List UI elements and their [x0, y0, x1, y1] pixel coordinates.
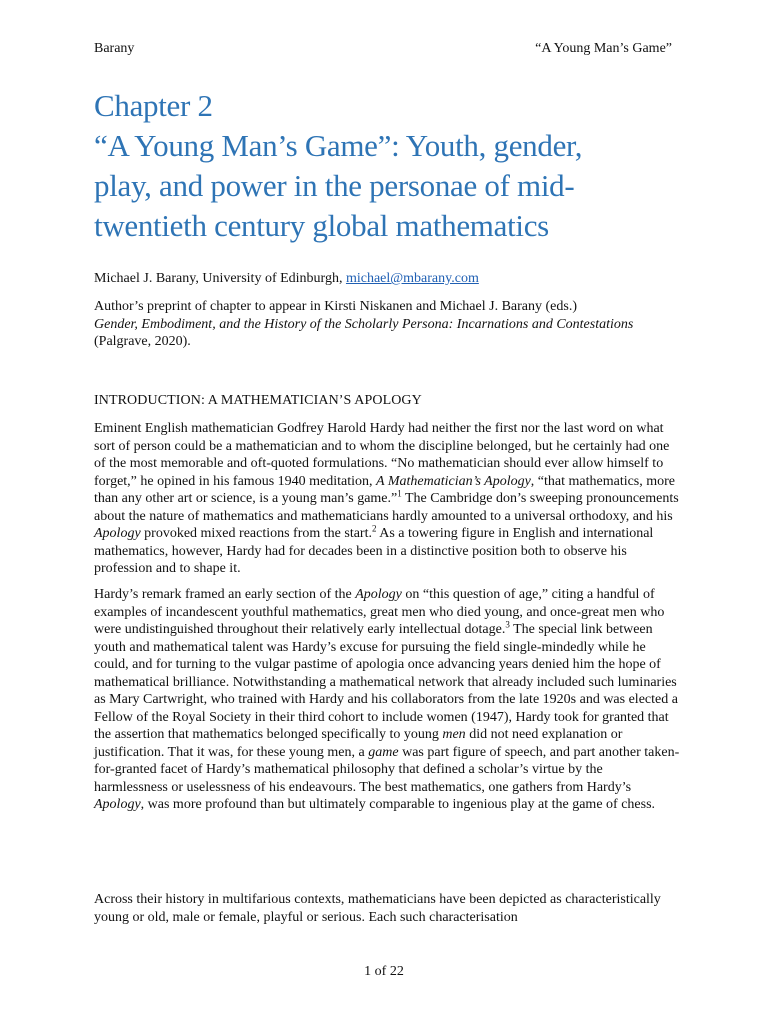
- author-email-link[interactable]: michael@mbarany.com: [345, 271, 479, 286]
- running-header: [94, 40, 672, 58]
- paragraph-3: [94, 891, 680, 926]
- para1-text: Eminent English mathematician Godfrey Harold Hardy had neither the first nor the last word on what sort of person could be a mathematician and to whom the discipline belonged, but he certainly had one of the most memorable and oft-quoted formulations. “No mathematician should ever allow himself to forget,” he opined in his famous 1940 meditation,: [94, 421, 670, 489]
- footnote-ref-1[interactable]: 1: [397, 488, 402, 499]
- para1-text: The Cambridge don’s sweeping pronouncements about the nature of mathematics and mathematicians hardly amounted to a universal orthodoxy, and his: [94, 491, 679, 524]
- chapter-title-line-2: play, and power in the personae of mid-: [94, 168, 575, 203]
- para2-text: The special link between youth and mathematical talent was Hardy’s excuse for pursuing the field single-mindedly while he could, and for turning to the vulgar pastime of apologia once advancing years denied him the hope of mathematical brilliance. Notwithstanding a mathematical network that already included such luminaries as Mary Cartwright, who trained with Hardy and his collaborators from the late 1920s and was elected a Fellow of the Royal Society in their third cohort to include women (1947), Hardy took for granted that the assertion that mathematics belonged specifically to young: [94, 622, 678, 742]
- footnote-ref-2[interactable]: 2: [371, 523, 377, 534]
- para3-text: Across their history in multifarious contexts, mathematicians have been depicted as characteristically young or old, male or female, playful or serious. Each such characterisation: [94, 892, 661, 925]
- para1-text: , “that mathematics, more than any other art or science, is a young man’s game.”: [94, 473, 676, 506]
- para2-text: , was more profound than but ultimately comparable to ingenious play at the game of chess.: [140, 797, 656, 812]
- section-heading: [94, 392, 680, 410]
- para2-text: Hardy’s remark framed an early section of the: [94, 587, 356, 602]
- chapter-title-line-1: “A Young Man’s Game”: Youth, gender,: [94, 128, 583, 163]
- para2-italic-game: game: [368, 744, 399, 760]
- preprint-intro: Author’s preprint of chapter to appear in Kirsti Niskanen and Michael J. Barany (eds.): [94, 299, 577, 314]
- book-title: Gender, Embodiment, and the History of the Scholarly Persona: Incarnations and Contestations: [94, 316, 634, 332]
- book-publisher: (Palgrave, 2020).: [94, 334, 191, 349]
- author-name: Michael J. Barany, University of Edinburgh,: [94, 271, 346, 286]
- page-footer: [0, 964, 768, 980]
- para2-text: on “this question of age,” citing a handful of examples of incandescent youthful mathematics, great men who died young, and once-great men who were undistinguished throughout their relatively early intellectual dotage.: [94, 587, 665, 637]
- para1-text: provoked mixed reactions from the start.: [140, 526, 372, 541]
- paragraph-1: [94, 420, 680, 578]
- paragraph-2: [94, 586, 680, 814]
- para2-italic-apology: Apology: [355, 587, 402, 602]
- para1-italic-apology: Apology: [94, 526, 141, 541]
- preprint-notice: [94, 298, 680, 351]
- chapter-number: Chapter 2: [94, 88, 213, 123]
- chapter-title-line-3: twentieth century global mathematics: [94, 208, 549, 243]
- para2-italic-apology-2: Apology: [94, 797, 141, 812]
- para1-italic-title: A Mathematician’s Apology: [376, 473, 531, 489]
- chapter-title: [94, 86, 694, 246]
- page-number: 1 of 22: [364, 964, 404, 979]
- footnote-ref-3[interactable]: 3: [505, 619, 510, 630]
- para2-italic-men: men: [442, 727, 466, 742]
- author-affiliation: [94, 270, 680, 288]
- header-author: Barany: [94, 41, 135, 56]
- para2-text: was part figure of speech, and part another taken-for-granted facet of Hardy’s mathematical philosophy that defined a scholar’s virtue by the harmlessness or uselessness of his endeavours. The best mathematics, one gathers from Hardy’s: [94, 744, 680, 795]
- para1-text: As a towering figure in English and international mathematics, however, Hardy had for decades been in a distinctive position both to observe his profession and to shape it.: [94, 526, 654, 576]
- section-heading-text: INTRODUCTION: A MATHEMATICIAN’S APOLOGY: [94, 393, 422, 408]
- para2-text: did not need explanation or justification. That it was, for these young men, a: [94, 727, 623, 760]
- header-short-title: “A Young Man’s Game”: [535, 41, 672, 56]
